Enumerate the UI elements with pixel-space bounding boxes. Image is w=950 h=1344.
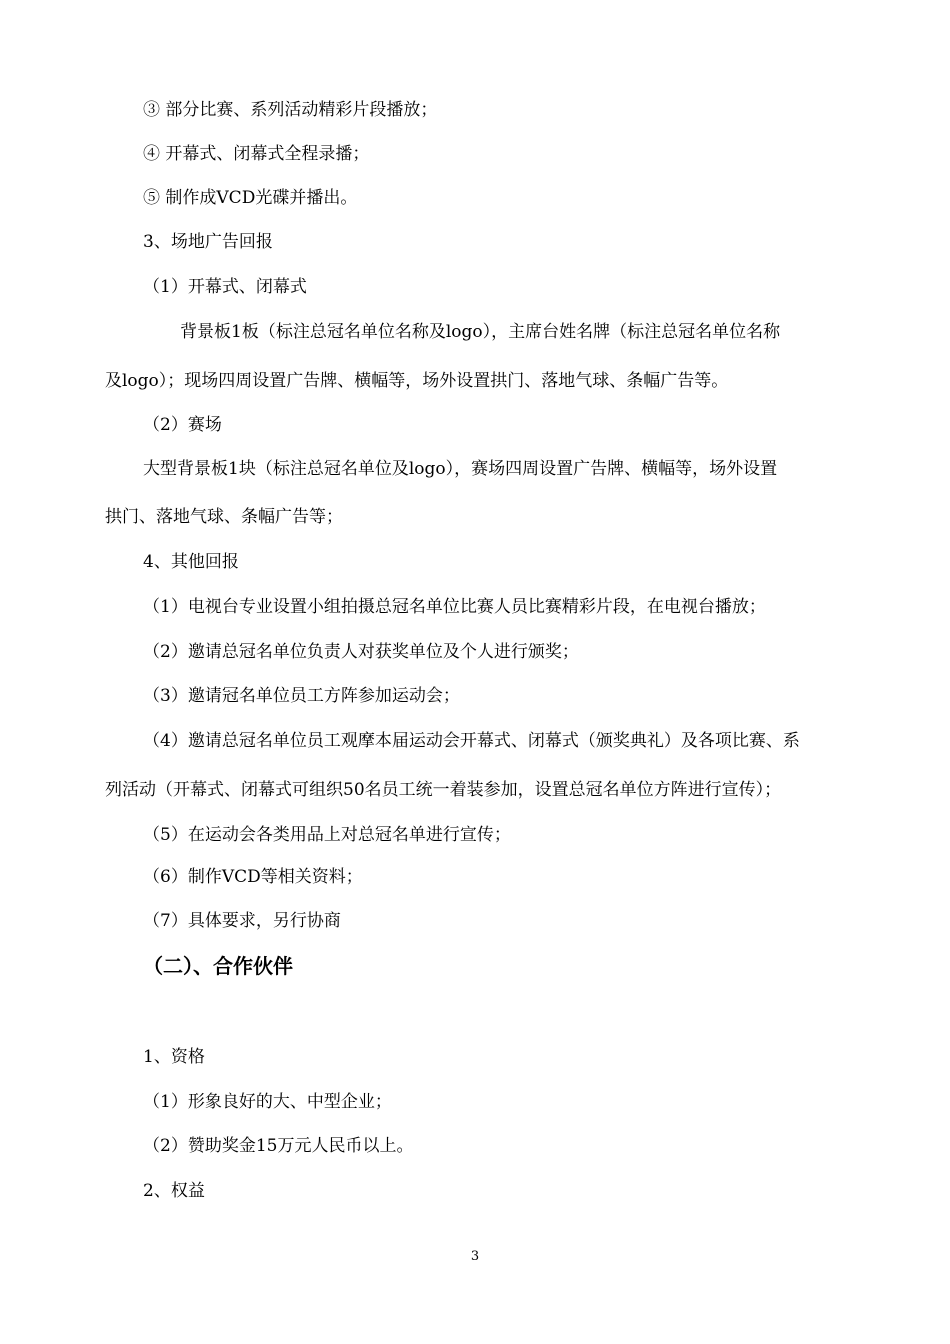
text-line: 及logo）；现场四周设置广告牌、横幅等，场外设置拱门、落地气球、条幅广告等。 (105, 371, 729, 391)
list-item: （4）邀请总冠名单位员工观摩本届运动会开幕式、闭幕式（颁奖典礼）及各项比赛、系 (143, 731, 800, 751)
section-heading: 2、权益 (143, 1181, 205, 1201)
list-item-continuation: 列活动（开幕式、闭幕式可组织50名员工统一着装参加，设置总冠名单位方阵进行宣传）； (105, 780, 782, 800)
list-item: （1）形象良好的大、中型企业； (143, 1092, 392, 1112)
text-line: 大型背景板1块（标注总冠名单位及logo），赛场四周设置广告牌、横幅等，场外设置 (143, 459, 778, 479)
list-item: （3）邀请冠名单位员工方阵参加运动会； (143, 686, 460, 706)
subsection-heading: （2）赛场 (143, 415, 222, 435)
text-line: ⑤ 制作成VCD光碟并播出。 (143, 188, 358, 208)
list-item: （1）电视台专业设置小组拍摄总冠名单位比赛人员比赛精彩片段，在电视台播放； (143, 597, 766, 617)
list-item: （5）在运动会各类用品上对总冠名单进行宣传； (143, 825, 511, 845)
text-line: ④ 开幕式、闭幕式全程录播； (143, 144, 370, 164)
section-heading: 4、其他回报 (143, 552, 239, 572)
text-line: ③ 部分比赛、系列活动精彩片段播放； (143, 100, 438, 120)
text-line: 背景板1板（标注总冠名单位名称及logo），主席台姓名牌（标注总冠名单位名称 (180, 322, 781, 342)
list-item: （7）具体要求，另行协商 (143, 911, 341, 931)
list-item: （6）制作VCD等相关资料； (143, 867, 363, 887)
section-heading: 1、资格 (143, 1047, 205, 1067)
page-number: 3 (470, 1249, 480, 1264)
subsection-heading: （1）开幕式、闭幕式 (143, 277, 307, 297)
chapter-heading: （二）、合作伙伴 (143, 954, 293, 978)
section-heading: 3、场地广告回报 (143, 232, 273, 252)
list-item: （2）赞助奖金15万元人民币以上。 (143, 1136, 414, 1156)
list-item: （2）邀请总冠名单位负责人对获奖单位及个人进行颁奖； (143, 642, 579, 662)
text-line: 拱门、落地气球、条幅广告等； (105, 507, 343, 527)
